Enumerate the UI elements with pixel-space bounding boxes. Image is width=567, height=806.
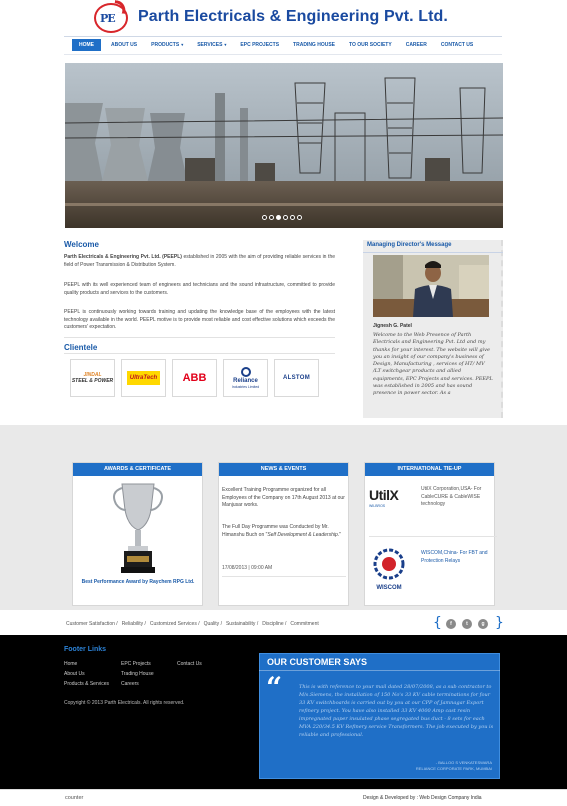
testimonial-author: - BALLOO S VENKATESWARA [435,760,492,765]
site-title: Parth Electricals & Engineering Pvt. Ltd. [138,8,448,25]
client-name: Reliance [233,377,258,384]
google-plus-icon[interactable]: g [478,619,488,629]
power-plant-illustration [65,63,503,228]
news-date: 17/08/2013 | 09:00 AM [222,565,273,571]
right-brace-icon: } [495,615,504,631]
nav-trading-house[interactable] [286,39,342,51]
company-logo[interactable] [94,3,128,33]
tieup-text-2: WISCOM,China- For FBT and Protection Relays [421,550,488,564]
visitor-counter: counter [65,795,84,801]
client-name: UltraTech [127,371,160,385]
wiscom-emblem-icon [369,545,409,583]
nav-epc-projects[interactable] [233,39,286,51]
testimonial-text: This is with reference to your mail dated 28/07/2008, as a sub contractor to M/s.Siemens, the installation of 150 No's 33 KV cable terminations for four 33 KV switchboards is carried out by you at our CPP of Jamnagar Export refinery project. You have also installed 33 KV 4000 Amp cast resin impregnated paper insulated phase segregated bus duct - 8 sets for each MVA 220/34.5 KV Refinery service Transformers. The job executed by you is reliable and professional. [299,684,494,738]
testimonial-heading: OUR CUSTOMER SAYS [267,657,368,667]
nav-contact-us[interactable] [434,39,480,51]
md-name: Jignesh G. Patel [373,323,412,329]
slider-dot[interactable] [262,215,267,220]
utilx-wordmark [369,487,417,503]
slider-dots [262,215,302,220]
client-name: ABB [182,372,207,384]
welcome-paragraph-2: PEEPL with its well experienced team of engineers and technicians and the sound infrastructure, committed to provide quality products and services to the customers. [64,282,335,296]
client-subname: Industries Limited [231,384,260,389]
md-portrait-illustration [373,255,489,317]
trophy-image [108,480,168,576]
testimonial-divider [259,670,500,671]
welcome-heading: Welcome [64,240,99,249]
tieup-divider [369,536,497,537]
footer-link-careers[interactable]: Careers [121,681,139,687]
nav-label: HOME [79,42,94,48]
client-logo-jindal[interactable] [70,359,115,397]
footer-link-contact-us[interactable]: Contact Us [177,661,202,667]
value-item: Commitment [290,621,319,627]
nav-label: EPC PROJECTS [240,42,280,48]
copyright: Copyright © 2013 Parth Electricals. All rights reserved. [64,700,185,706]
client-name: JINDAL [83,372,102,378]
slider-dot[interactable] [269,215,274,220]
testimonial-org: RELIANCE CORPORATE PARK, MUMBAI [415,765,492,771]
nav-label: CAREER [405,42,427,48]
news-item-1[interactable]: Excellent Training Programme organized for all Employees of the Company on 17th August 2013 at our Manjusar works. [222,487,345,509]
client-logo-reliance[interactable] [223,359,268,397]
client-logos [70,359,319,397]
client-logo-alstom[interactable] [274,359,319,397]
slider-dot-active[interactable] [276,215,281,220]
social-links [433,616,503,632]
nav-label: ABOUT US [111,42,138,48]
client-subname: STEEL & POWER [71,378,114,384]
client-logo-ultratech[interactable] [121,359,166,397]
footer-link-home[interactable]: Home [64,661,78,667]
footer-link-about-us[interactable]: About Us [64,671,85,677]
news-divider [222,576,346,577]
banner-slider-image[interactable] [65,63,503,228]
header-divider [64,36,502,37]
value-item: Quality / [203,621,222,627]
value-item: Sustainability / [225,621,259,627]
footer-link-products-services[interactable]: Products & Services [64,681,110,687]
nav-career[interactable] [399,39,434,51]
client-logo-abb[interactable] [172,359,217,397]
md-message-heading: Managing Director's Message [367,242,452,248]
award-caption: Best Performance Award by Raychem RPG Ltd. [81,579,195,585]
core-values-bar [66,621,323,627]
value-item: Customer Satisfaction / [66,621,118,627]
slider-dot[interactable] [283,215,288,220]
md-message-text: Welcome to the Web Presence of Parth Electricals and Engineering Pvt. Ltd and my thanks for your interest. The website will give you an insight of our company's business of Design, Manufacturing , services of HT/ MV /LT switchgear products and allied equipments, EPC Projects and services. PEEPL was established in 2005 and has sound presence in power sector. As a [373,332,493,397]
nav-services[interactable] [190,39,233,51]
utilx-subtext: WILBROS [369,504,386,508]
nav-label: SERVICES [197,42,223,48]
utilx-logo[interactable] [369,484,417,518]
value-item: Reliability / [121,621,146,627]
nav-label: TRADING HOUSE [293,42,335,48]
main-nav [72,39,480,51]
footer-links-heading: Footer Links [64,646,107,653]
nav-home[interactable] [72,39,101,51]
slider-dot[interactable] [297,215,302,220]
nav-products[interactable] [144,39,190,51]
twitter-icon[interactable]: t [462,619,472,629]
tieup-heading: INTERNATIONAL TIE-UP [365,463,494,476]
utilx-logo-text: UtilX [369,487,399,503]
wiscom-logo[interactable] [369,545,409,595]
md-photo [373,255,489,317]
client-name: ALSTOM [282,375,311,381]
section-divider [64,353,335,354]
left-brace-icon: { [433,615,442,631]
footer-link-trading-house[interactable]: Trading House [121,671,154,677]
clientele-heading: Clientele [64,343,98,352]
nav-label: CONTACT US [440,42,474,48]
quote-icon: “ [266,671,283,704]
footer-link-epc-projects[interactable]: EPC Projects [121,661,151,667]
reliance-mark-icon [241,367,251,377]
awards-heading: AWARDS & CERTIFICATE [73,463,202,476]
value-item: Discipline / [262,621,287,627]
news-heading: NEWS & EVENTS [219,463,348,476]
welcome-paragraph-3: PEEPL is continuously working towards training and updating the knowledge base of the employees with the latest technology available in the world. PEEPL motive is to provide most reliable and cost effective solutions which exceeds the customers' expectation. [64,309,335,331]
welcome-text: established in 2005 with the aim of providing reliable services in the field of Power Transmission & Distribution System. [64,254,335,268]
logo-swoosh-icon [113,0,127,14]
testimonial-signature [380,760,492,771]
value-item: Customized Services / [149,621,200,627]
news-item-2[interactable] [222,524,347,539]
slider-dot[interactable] [290,215,295,220]
chevron-down-icon: ▾ [224,42,227,47]
welcome-paragraph-1 [64,254,335,269]
section-divider [64,337,335,338]
nav-label: TO OUR SOCIETY [349,42,392,48]
chevron-down-icon: ▾ [181,42,184,47]
news-text: The Full Day Programme was Conducted by Mr. Himanshu Buch on " [222,524,329,538]
news-topic: Self Development & Leadership [267,531,338,538]
wiscom-wordmark: WISCOM [376,585,402,591]
md-heading-divider [363,252,503,253]
designer-credit-link[interactable]: Design & Developed by : Web Design Company India [363,795,482,801]
tieup-text-1: UtilX Corporation,USA- For CableCURE & CableWISE technology [421,486,482,508]
news-text-end: ." [337,531,341,538]
nav-divider [64,54,502,55]
nav-label: PRODUCTS [151,42,180,48]
nav-to-our-society[interactable] [342,39,399,51]
logo-text: PE [100,12,115,25]
company-name-bold: Parth Electricals & Engineering Pvt. Ltd. (PEEPL) [64,254,182,260]
facebook-icon[interactable]: f [446,619,456,629]
nav-about-us[interactable] [104,39,144,51]
